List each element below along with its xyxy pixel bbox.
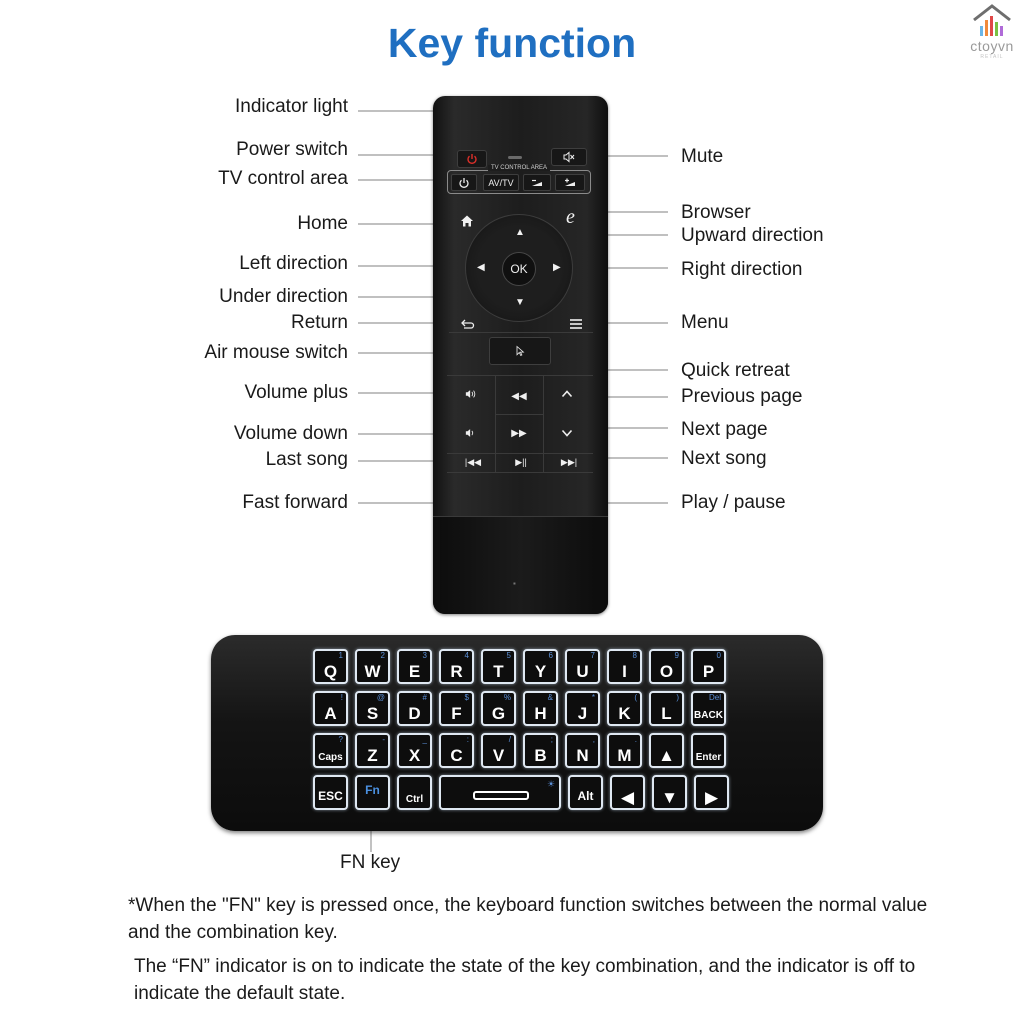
volume-wedge-plus-icon xyxy=(564,177,576,189)
browser-icon: e xyxy=(566,206,575,228)
key-secondary-label: / xyxy=(508,735,511,744)
fast-forward-icon: ▶▶ xyxy=(511,427,527,439)
label-power-switch: Power switch xyxy=(236,139,348,160)
backlight-icon: ☀ xyxy=(546,779,555,789)
key-label: E xyxy=(408,662,421,681)
skip-forward-icon: ▶▶| xyxy=(560,457,578,467)
label-left-direction: Left direction xyxy=(239,253,348,274)
label-under-direction: Under direction xyxy=(219,286,348,307)
key-c[interactable] xyxy=(439,733,474,768)
key-z[interactable] xyxy=(355,733,390,768)
key-d[interactable] xyxy=(397,691,432,726)
ok-label: OK xyxy=(510,262,528,276)
key-secondary-label: Del xyxy=(708,693,721,702)
key-t[interactable] xyxy=(481,649,516,684)
grid-line xyxy=(495,414,543,415)
speaker-icon xyxy=(465,427,477,439)
grid-line xyxy=(447,472,593,473)
key-u[interactable] xyxy=(565,649,600,684)
key-secondary-label: 6 xyxy=(548,651,553,660)
label-next-page: Next page xyxy=(681,419,768,440)
key-secondary-label: 7 xyxy=(590,651,595,660)
label-return: Return xyxy=(290,312,348,333)
chevron-up-icon xyxy=(561,388,573,400)
key-esc[interactable] xyxy=(313,775,348,810)
tv-area-label: TV CONTROL AREA xyxy=(488,165,550,171)
key-q[interactable] xyxy=(313,649,348,684)
mute-icon xyxy=(563,151,575,163)
label-home: Home xyxy=(297,213,348,234)
key-label: M xyxy=(617,746,632,765)
key-f[interactable] xyxy=(439,691,474,726)
down-button[interactable]: ▼ xyxy=(515,297,525,308)
speaker-icon xyxy=(465,388,477,400)
key-x[interactable] xyxy=(397,733,432,768)
key-label: B xyxy=(534,746,547,765)
key-j[interactable] xyxy=(565,691,600,726)
key-b[interactable] xyxy=(523,733,558,768)
indicator-light xyxy=(508,156,522,159)
label-fn-key: FN key xyxy=(340,852,401,873)
key-arrow[interactable] xyxy=(649,733,684,768)
tv-volume-down-button[interactable] xyxy=(523,174,551,191)
home-button[interactable] xyxy=(460,214,474,233)
right-button[interactable]: ▶ xyxy=(553,262,561,273)
key-secondary-label: _ xyxy=(422,735,427,744)
label-upward-direction: Upward direction xyxy=(681,225,824,246)
previous-page-button[interactable] xyxy=(551,384,583,404)
label-right-direction: Right direction xyxy=(681,259,803,280)
key-label: H xyxy=(534,704,547,723)
next-song-button[interactable] xyxy=(551,454,587,471)
key-secondary-label: @ xyxy=(376,693,385,702)
key-ctrl[interactable] xyxy=(397,775,432,810)
key-label: C xyxy=(450,746,463,765)
tv-power-button[interactable] xyxy=(451,174,477,191)
next-page-button[interactable] xyxy=(551,423,583,443)
key-secondary-label: % xyxy=(503,693,511,702)
label-menu: Menu xyxy=(681,312,729,333)
key-secondary-label: ) xyxy=(676,693,679,702)
key-label: F xyxy=(451,704,462,723)
rewind-icon: ◀◀ xyxy=(511,390,527,402)
key-caps[interactable] xyxy=(313,733,348,768)
key-arrow-7[interactable] xyxy=(694,775,729,810)
key-fn[interactable] xyxy=(355,775,390,810)
quick-retreat-button[interactable] xyxy=(503,386,535,406)
key-label: R xyxy=(450,662,463,681)
key-label: S xyxy=(366,704,379,723)
tv-volume-up-button[interactable] xyxy=(555,174,585,191)
label-air-mouse-switch: Air mouse switch xyxy=(204,342,348,363)
key-w[interactable] xyxy=(355,649,390,684)
key-e[interactable] xyxy=(397,649,432,684)
note-fn-switch: *When the "FN" key is pressed once, the keyboard function switches between the normal value and the combination key. xyxy=(128,895,928,943)
key-back[interactable] xyxy=(691,691,726,726)
key-secondary-label: 9 xyxy=(674,651,679,660)
key-secondary-label: ( xyxy=(634,693,637,702)
key-label: Y xyxy=(534,662,547,681)
grid-line xyxy=(447,375,593,376)
key-s[interactable] xyxy=(355,691,390,726)
key-secondary-label: 1 xyxy=(338,651,343,660)
key-label: Fn xyxy=(365,783,380,797)
label-volume-plus: Volume plus xyxy=(244,382,348,403)
note-fn-indicator: The “FN” indicator is on to indicate the state of the key combination, and the indicator is off to indicate the default state. xyxy=(134,956,916,1004)
ok-button[interactable] xyxy=(502,252,536,286)
av-tv-button[interactable] xyxy=(483,174,519,191)
key-label: Caps xyxy=(318,752,343,763)
key-secondary-label: 2 xyxy=(380,651,385,660)
key-secondary-label: 3 xyxy=(422,651,427,660)
key-label: ▶ xyxy=(704,788,719,807)
key-n[interactable] xyxy=(565,733,600,768)
grid-line xyxy=(495,375,496,472)
key-label: Q xyxy=(323,662,338,681)
key-label: ESC xyxy=(318,789,343,803)
key-label: U xyxy=(576,662,589,681)
key-g[interactable] xyxy=(481,691,516,726)
key-label: A xyxy=(324,704,337,723)
key-label: L xyxy=(661,704,672,723)
key-secondary-label: 5 xyxy=(506,651,511,660)
left-button[interactable]: ◀ xyxy=(477,262,485,273)
key-alt[interactable] xyxy=(568,775,603,810)
label-tv-control-area: TV control area xyxy=(218,168,348,189)
remote-control xyxy=(433,96,608,614)
key-label: Ctrl xyxy=(405,794,424,805)
key-o[interactable] xyxy=(649,649,684,684)
up-button[interactable]: ▲ xyxy=(515,227,525,238)
play-pause-button[interactable] xyxy=(503,454,539,471)
key-label: BACK xyxy=(694,710,723,721)
remote-lower-body xyxy=(433,516,608,614)
key-label: X xyxy=(408,746,421,765)
power-icon xyxy=(458,177,470,189)
key-enter[interactable] xyxy=(691,733,726,768)
volume-wedge-minus-icon xyxy=(531,177,543,189)
key-secondary-label: 4 xyxy=(464,651,469,660)
key-secondary-label: $ xyxy=(464,693,469,702)
label-mute: Mute xyxy=(681,146,724,167)
key-secondary-label: * xyxy=(591,693,595,702)
key-secondary-label: , xyxy=(592,735,595,744)
return-icon xyxy=(461,318,475,330)
label-volume-down: Volume down xyxy=(233,423,348,444)
key-label: ◀ xyxy=(620,788,635,807)
label-quick-retreat: Quick retreat xyxy=(681,360,790,381)
air-mouse-switch-button[interactable] xyxy=(489,337,551,365)
key-label: K xyxy=(618,704,631,723)
key-label: D xyxy=(408,704,421,723)
home-icon xyxy=(460,214,474,228)
play-pause-icon: ▶|| xyxy=(515,457,527,467)
key-secondary-label: . xyxy=(634,735,637,744)
fast-forward-button[interactable] xyxy=(503,423,535,443)
key-i[interactable] xyxy=(607,649,642,684)
key-k[interactable] xyxy=(607,691,642,726)
key-y[interactable] xyxy=(523,649,558,684)
label-last-song: Last song xyxy=(265,449,348,470)
key-a[interactable] xyxy=(313,691,348,726)
av-tv-label: AV/TV xyxy=(488,177,514,188)
power-icon xyxy=(466,153,478,165)
key-v[interactable] xyxy=(481,733,516,768)
brand-tagline: RETAIL xyxy=(980,54,1004,60)
label-play-pause: Play / pause xyxy=(681,492,786,513)
skip-back-icon: |◀◀ xyxy=(464,457,482,467)
key-label: ▲ xyxy=(658,746,675,765)
key-label: J xyxy=(577,704,588,723)
mute-button[interactable] xyxy=(551,148,587,166)
key-label: T xyxy=(493,662,504,681)
label-fast-forward: Fast forward xyxy=(242,492,348,513)
key-secondary-label: 8 xyxy=(632,651,637,660)
key-arrow-6[interactable] xyxy=(652,775,687,810)
key-label: ▼ xyxy=(661,788,678,807)
label-indicator-light: Indicator light xyxy=(234,96,348,117)
key-secondary-label: - xyxy=(382,735,385,744)
key-label: Alt xyxy=(577,789,594,803)
key-secondary-label: : xyxy=(466,735,469,744)
label-browser: Browser xyxy=(681,202,751,223)
volume-down-button[interactable] xyxy=(455,423,487,443)
key-label: Enter xyxy=(695,752,722,763)
key-label: O xyxy=(659,662,674,681)
key-space[interactable] xyxy=(439,775,561,810)
label-next-song: Next song xyxy=(681,448,767,469)
key-secondary-label: 0 xyxy=(716,651,721,660)
key-r[interactable] xyxy=(439,649,474,684)
brand-name: ctoyvn xyxy=(970,38,1014,54)
label-previous-page: Previous page xyxy=(681,386,803,407)
key-secondary-label: & xyxy=(547,693,553,702)
key-label: W xyxy=(364,662,381,681)
key-arrow-5[interactable] xyxy=(610,775,645,810)
key-l[interactable] xyxy=(649,691,684,726)
page-title: Key function xyxy=(387,20,637,66)
menu-icon xyxy=(569,318,583,330)
key-secondary-label: ! xyxy=(340,693,343,702)
key-h[interactable] xyxy=(523,691,558,726)
grid-line xyxy=(543,375,544,472)
cursor-icon xyxy=(514,345,526,357)
last-song-button[interactable] xyxy=(455,454,491,471)
key-m[interactable] xyxy=(607,733,642,768)
key-label: I xyxy=(622,662,627,681)
browser-button[interactable] xyxy=(566,206,575,229)
key-secondary-label: ? xyxy=(338,735,343,744)
key-label: G xyxy=(491,704,506,723)
key-secondary-label: ; xyxy=(550,735,553,744)
key-p[interactable] xyxy=(691,649,726,684)
key-secondary-label: # xyxy=(422,693,427,702)
volume-plus-button[interactable] xyxy=(455,384,487,404)
space-bar-icon xyxy=(473,791,529,800)
key-label: N xyxy=(576,746,589,765)
microphone-hole: ▪ xyxy=(513,579,516,588)
panel-divider xyxy=(449,332,593,333)
chevron-down-icon xyxy=(561,427,573,439)
key-label: P xyxy=(702,662,715,681)
key-label: V xyxy=(492,746,505,765)
key-label: Z xyxy=(367,746,378,765)
